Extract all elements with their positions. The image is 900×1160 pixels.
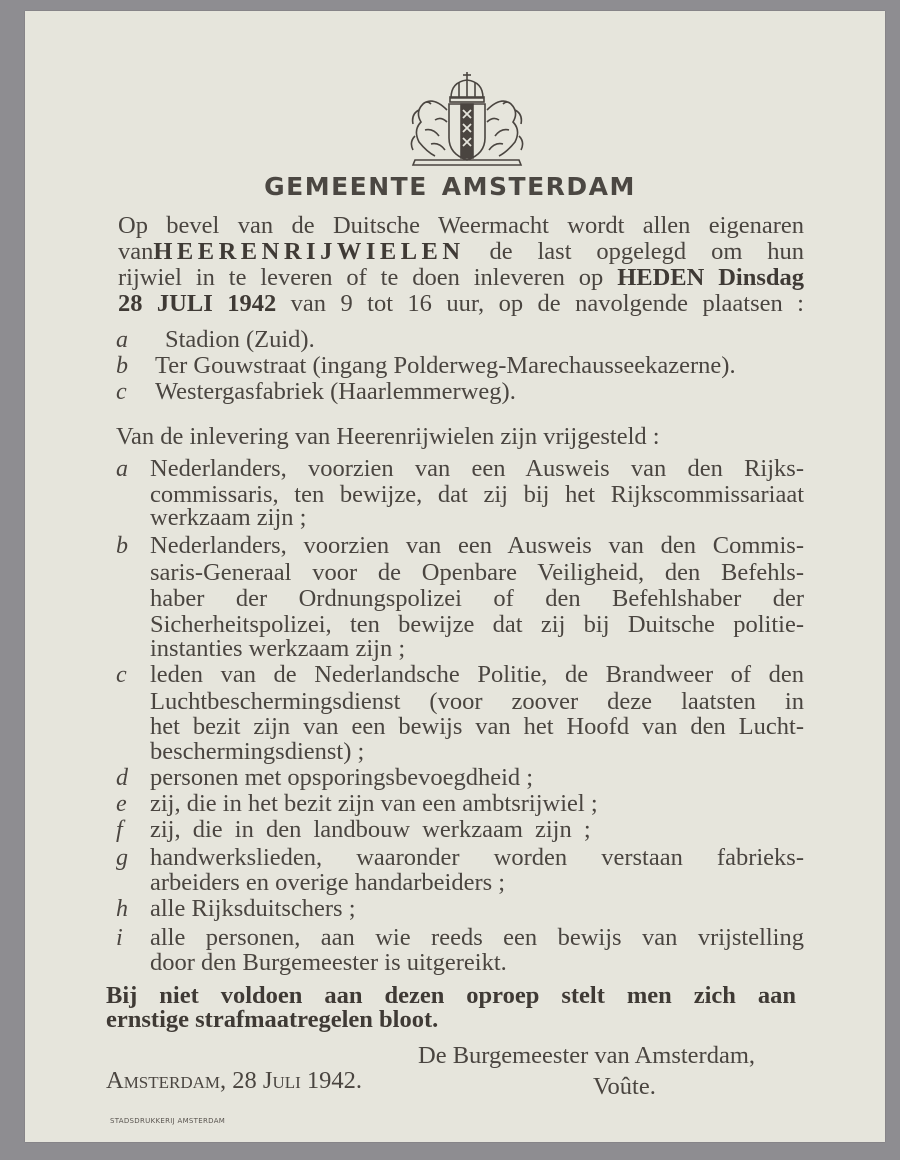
- exemption-c-line-4: beschermingsdienst) ;: [150, 738, 365, 765]
- location-a: Stadion (Zuid).: [165, 326, 315, 353]
- exemption-marker-b: b: [116, 533, 128, 559]
- exemption-a-line-2: commissaris, ten bewijze, dat zij bij het Rijkscommissariaat: [150, 481, 804, 508]
- exemption-g-line-2: arbeiders en overige handarbeiders ;: [150, 869, 506, 896]
- location-c: Westergasfabriek (Haarlemmerweg).: [155, 378, 516, 405]
- exemptions-heading: Van de inlevering van Heerenrijwielen zijn vrijgesteld :: [116, 423, 660, 450]
- intro-line-3-prefix: rijwiel in te leveren of te doen inleveren op: [118, 264, 604, 291]
- location-b: Ter Gouwstraat (ingang Polderweg-Marechausseekazerne).: [155, 352, 736, 379]
- heerenrijwielen-emphasis: HEERENRIJWIELEN: [153, 238, 465, 265]
- exemption-b-line-2: saris-Generaal voor de Openbare Veiligheid, den Befehls-: [150, 559, 804, 586]
- exemption-c-line-3: het bezit zijn van een bewijs van het Hoofd van den Lucht-: [150, 713, 804, 740]
- intro-line-3: [118, 265, 804, 291]
- intro-line-4: [118, 291, 804, 317]
- title-gemeente: GEMEENTE: [264, 172, 428, 201]
- intro-van: van: [118, 238, 154, 265]
- exemption-i-line-1: alle personen, aan wie reeds een bewijs van vrijstelling: [150, 924, 804, 951]
- intro-line-2-suffix: de last opgelegd om hun: [489, 238, 805, 265]
- intro-line-1: Op bevel van de Duitsche Weermacht wordt allen eigenaren: [118, 212, 804, 239]
- exemption-f-line-1: zij, die in den landbouw werkzaam zijn ;: [150, 816, 591, 843]
- intro-line-2: [118, 239, 804, 265]
- exemption-marker-d: d: [116, 765, 128, 791]
- exemption-marker-e: e: [116, 791, 127, 817]
- location-marker-a: a: [116, 327, 128, 353]
- exemption-marker-g: g: [116, 845, 128, 871]
- exemption-b-line-4: Sicherheitspolizei, ten bewijze dat zij bij Duitsche politie-: [150, 611, 804, 638]
- exemption-e-line-1: zij, die in het bezit zijn van een ambtsrijwiel ;: [150, 790, 598, 817]
- exemption-a-line-1: Nederlanders, voorzien van een Ausweis van den Rijks-: [150, 455, 804, 482]
- exemption-marker-c: c: [116, 662, 127, 688]
- page-title: [0, 172, 900, 201]
- printer-imprint: STADSDRUKKERIJ AMSTERDAM: [110, 1117, 226, 1125]
- exemption-i-line-2: door den Burgemeester is uitgereikt.: [150, 949, 507, 976]
- exemption-b-line-3: haber der Ordnungspolizei of den Befehlshaber der: [150, 585, 804, 612]
- exemption-d-line-1: personen met opsporingsbevoegdheid ;: [150, 764, 534, 791]
- exemption-marker-f: f: [116, 817, 123, 843]
- heden-dinsdag-emphasis: HEDEN Dinsdag: [617, 264, 805, 291]
- location-marker-b: b: [116, 353, 128, 379]
- amsterdam-coat-of-arms-icon: [405, 70, 529, 168]
- intro-line-4-suffix: van 9 tot 16 uur, op de navolgende plaatsen :: [290, 290, 804, 317]
- warning-line-2: ernstige strafmaatregelen bloot.: [106, 1006, 439, 1033]
- warning-line-1: Bij niet voldoen aan dezen oproep stelt men zich aan: [106, 982, 796, 1009]
- exemption-b-line-5: instanties werkzaam zijn ;: [150, 635, 406, 662]
- date-emphasis: 28 JULI 1942: [118, 290, 277, 317]
- title-amsterdam: AMSTERDAM: [441, 172, 636, 201]
- exemption-marker-i: i: [116, 925, 123, 951]
- mayor-name: Voûte.: [593, 1073, 656, 1100]
- exemption-h-line-1: alle Rijksduitschers ;: [150, 895, 356, 922]
- exemption-marker-a: a: [116, 456, 128, 482]
- exemption-c-line-2: Luchtbeschermingsdienst (voor zoover deze laatsten in: [150, 688, 804, 715]
- exemption-g-line-1: handwerkslieden, waaronder worden verstaan fabrieks-: [150, 844, 804, 871]
- place-date: Amsterdam, 28 Juli 1942.: [106, 1067, 363, 1094]
- mayor-title: De Burgemeester van Amsterdam,: [418, 1042, 756, 1069]
- exemption-c-line-1: leden van de Nederlandsche Politie, de Brandweer of den: [150, 661, 804, 688]
- exemption-b-line-1: Nederlanders, voorzien van een Ausweis van den Commis-: [150, 532, 804, 559]
- location-marker-c: c: [116, 379, 127, 405]
- exemption-marker-h: h: [116, 896, 128, 922]
- exemption-a-line-3: werkzaam zijn ;: [150, 504, 307, 531]
